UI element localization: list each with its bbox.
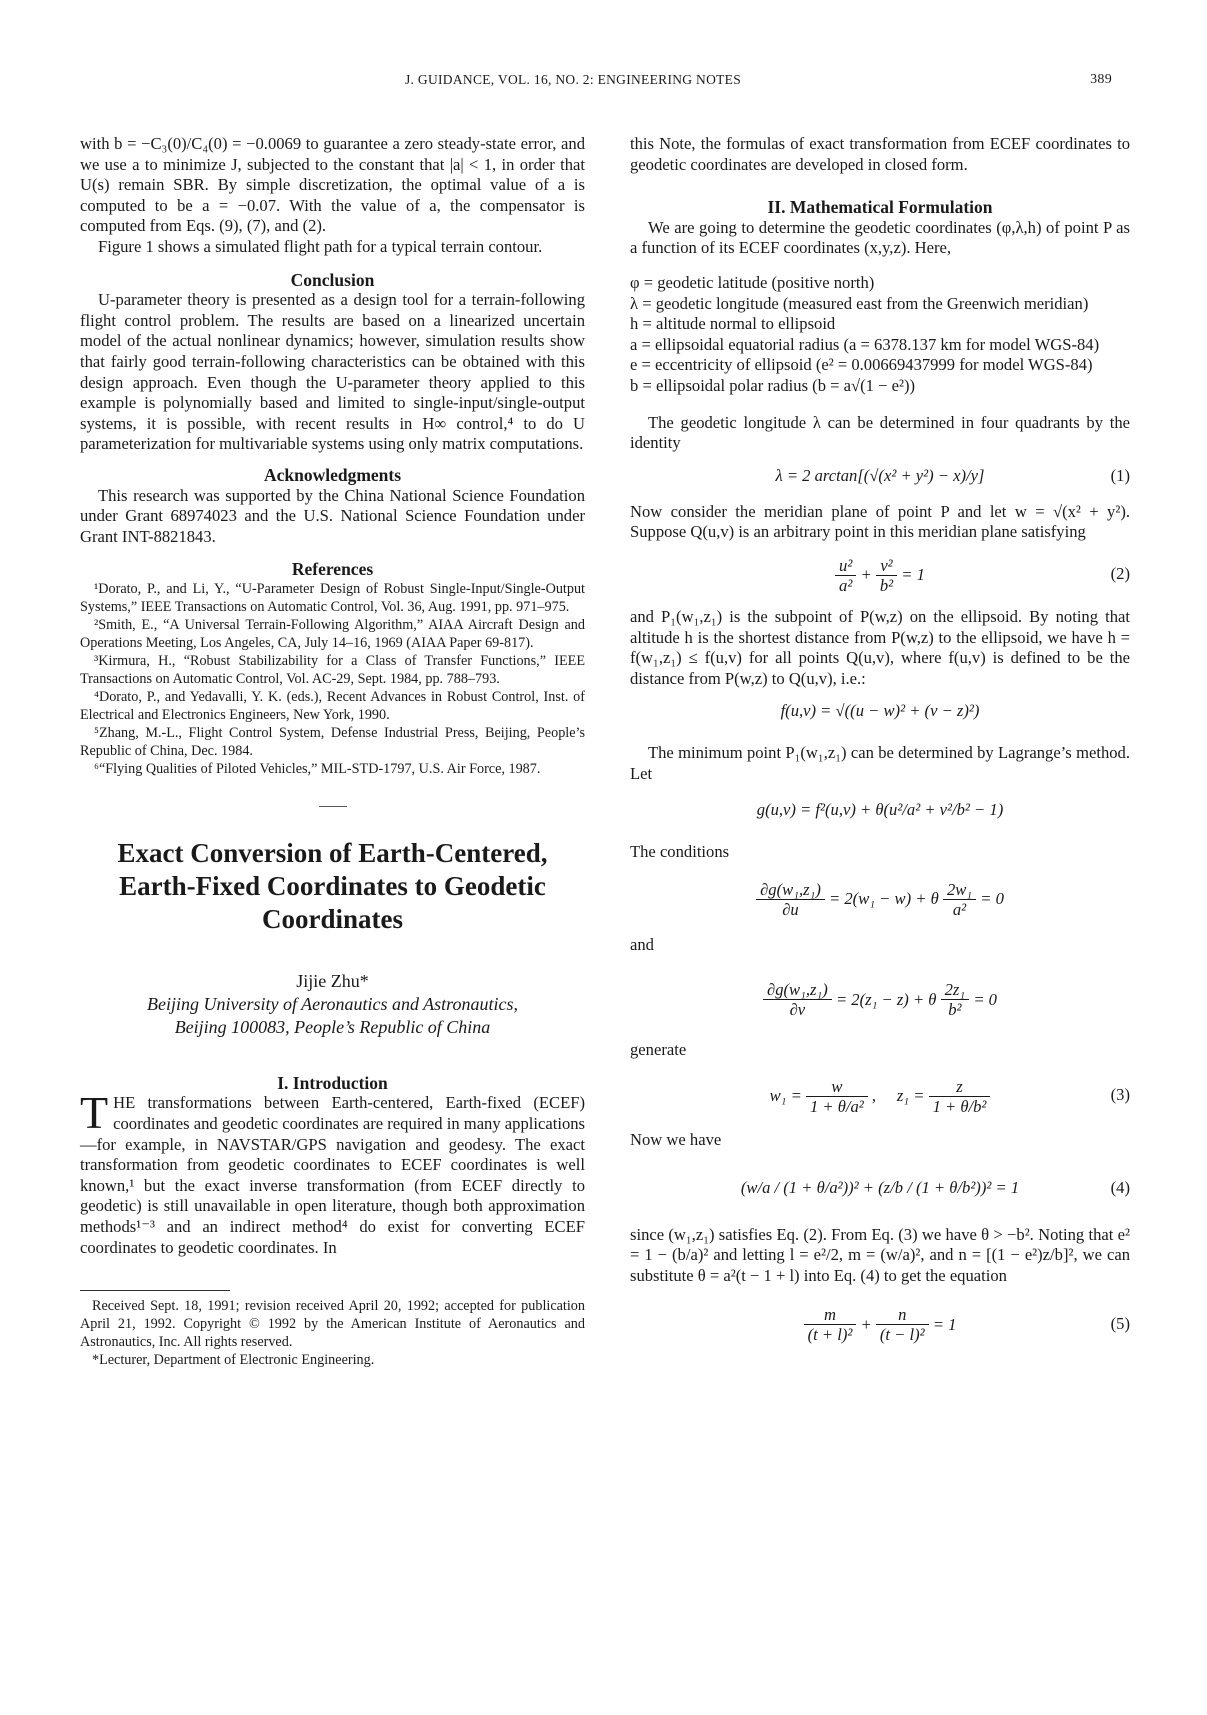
paragraph: This research was supported by the China National Science Foundation under Grant 68974023 and the U.S. National Science Foundation under Grant INT-8821843. <box>80 485 585 546</box>
equation-2: $\frac{\text{u²}}{\text{a²}}$ + $\frac{\text{v²}}{\text{b²}}$ = 1 (2) <box>630 551 1130 597</box>
reference-item: ¹Dorato, P., and Li, Y., “U-Parameter Design of Robust Single-Input/Single-Output Systems,” IEEE Transactions on Automatic Control, Vol. 36, Aug. 1991, pp. 971–975. <box>80 580 585 615</box>
paragraph: generate <box>630 1039 687 1059</box>
paragraph: Now consider the meridian plane of point P and let w = √(x² + y²). Suppose Q(u,v) is an arbitrary point in this meridian plane satisfying <box>630 501 1130 542</box>
equation-body: λ = 2 arctan[(√(x² + y²) − x)/y] <box>775 465 985 485</box>
equation-number: (5) <box>1110 1313 1130 1333</box>
numerator: v² <box>876 556 897 576</box>
reference-item: ⁵Zhang, M.-L., Flight Control System, Defense Industrial Press, Beijing, People’s Republic of China, Dec. 1984. <box>80 724 585 759</box>
section-heading-conclusion: Conclusion <box>290 269 375 290</box>
reference-item: ²Smith, E., “A Universal Terrain-Following Algorithm,” AIAA Aircraft Design and Operations Meeting, Los Angeles, CA, July 14–16, 1969 (AIAA Paper 69-817). <box>80 616 585 651</box>
reference-item: ⁶“Flying Qualities of Piloted Vehicles,” MIL-STD-1797, U.S. Air Force, 1987. <box>94 760 541 777</box>
page-number: 389 <box>1090 72 1112 87</box>
fraction <box>806 1077 868 1116</box>
definition-item: b = ellipsoidal polar radius (b = a√(1 − e²)) <box>630 375 915 395</box>
equation-4 <box>630 1165 1130 1211</box>
equation-number: (4) <box>1110 1177 1130 1197</box>
denominator: ∂u <box>782 899 799 919</box>
equation-term: = 0 <box>980 889 1004 909</box>
numerator: z <box>929 1077 991 1097</box>
equation-body: (w/a / (1 + θ/a²))² + (z/b / (1 + θ/b²))² = 1 <box>740 1177 1020 1197</box>
denominator: a² <box>839 575 853 595</box>
paragraph: Now we have <box>630 1130 722 1150</box>
intro-text: HE transformations between Earth-centered, Earth-fixed (ECEF) coordinates and geodetic coordinates are required in many applications—for example, in NAVSTAR/GPS navigation and geodesy. The exact transformation from geodetic coordinates to ECEF coordinates is well known,¹ but the exact inverse transformation (from ECEF directly to geodetic) is still unavailable in open literature, though both approximation methods¹⁻³ and an indirect method⁴ do exist for converting ECEF coordinates to geodetic coordinates. In <box>80 1093 585 1257</box>
paragraph: The minimum point P₁(w₁,z₁) can be determined by Lagrange’s method. Let <box>630 743 1130 783</box>
paragraph: The geodetic longitude λ can be determined in four quadrants by the identity <box>630 412 1130 453</box>
definition-item: φ = geodetic latitude (positive north) <box>630 272 875 292</box>
denominator: ∂v <box>789 1000 806 1020</box>
author-affiliation-line-2: Beijing 100083, People’s Republic of China <box>174 1016 491 1037</box>
equation-number: (3) <box>1110 1085 1130 1105</box>
paragraph: this Note, the formulas of exact transformation from ECEF coordinates to geodetic coordinates are developed in closed form. <box>630 134 1130 174</box>
definition-item: h = altitude normal to ellipsoid <box>630 314 836 334</box>
section-heading-acknowledgments: Acknowledgments <box>263 464 402 485</box>
paragraph: and P₁(w₁,z₁) is the subpoint of P(w,z) on the ellipsoid. By noting that altitude h is the shortest distance from P(w,z) to the ellipsoid, we have h = f(w₁,z₁) ≤ f(u,v) for all points Q(u,v), where f(u,v) is defined to be the distance from P(w,z) to Q(u,v), i.e.: <box>630 606 1130 688</box>
equation-term: = 2(w₁ − w) + θ <box>829 889 939 909</box>
equation-distance <box>630 701 1130 729</box>
footnotes <box>80 1297 585 1369</box>
numerator: 2w₁ <box>943 880 976 900</box>
numerator: ∂g(w₁,z₁) <box>756 880 825 900</box>
section-heading-references: References <box>291 559 374 580</box>
equation-condition-v <box>630 976 1130 1022</box>
symbol-definitions <box>630 273 1130 397</box>
equation-3: w₁ = $\frac{w}{\text{1 + θ/a²}}$ , z₁ = $\frac{z}{\text{1 + θ/b²}}$ (3) <box>630 1072 1130 1118</box>
equation-term: z₁ = <box>896 1086 925 1106</box>
fraction <box>763 980 832 1019</box>
numerator: m <box>804 1305 857 1325</box>
paragraph: The conditions <box>630 842 730 862</box>
equation-lagrangian <box>630 800 1130 828</box>
fraction <box>929 1077 991 1116</box>
running-head-text: J. GUIDANCE, VOL. 16, NO. 2: ENGINEERING NOTES <box>405 72 742 87</box>
numerator: 2z₁ <box>941 980 970 1000</box>
equation-1 <box>630 466 1130 494</box>
paragraph: We are going to determine the geodetic coordinates (φ,λ,h) of point P as a function of its ECEF coordinates (x,y,z). Here, <box>630 217 1130 258</box>
denominator: (t + l)² <box>807 1325 853 1345</box>
equation-number: (1) <box>1110 465 1130 485</box>
equation-term: w₁ = <box>769 1086 802 1106</box>
section-heading-introduction: I. Introduction <box>277 1072 388 1093</box>
numerator: ∂g(w₁,z₁) <box>763 980 832 1000</box>
denominator: 1 + θ/a² <box>809 1096 864 1116</box>
fraction <box>941 980 970 1019</box>
fraction <box>876 556 897 595</box>
article-title: Exact Conversion of Earth-Centered, Earth-Fixed Coordinates to Geodetic Coordinates <box>117 837 548 934</box>
numerator: n <box>876 1305 929 1325</box>
left-column <box>80 134 585 1369</box>
equation-term: = 2(z₁ − z) + θ <box>835 989 937 1009</box>
definition-item: a = ellipsoidal equatorial radius (a = 6378.137 km for model WGS-84) <box>630 334 1100 354</box>
intro-paragraph <box>80 1087 585 1258</box>
definition-item: λ = geodetic longitude (measured east from the Greenwich meridian) <box>630 293 1089 313</box>
denominator: 1 + θ/b² <box>932 1096 987 1116</box>
equation-term: = 1 <box>932 1314 957 1334</box>
author-affiliation-line-1: Beijing University of Aeronautics and Astronautics, <box>147 993 518 1014</box>
equation-body: f(u,v) = √((u − w)² + (v − z)²) <box>780 701 980 721</box>
running-header <box>0 72 1207 92</box>
equation-rhs: = 1 <box>901 565 925 585</box>
paragraph: and <box>630 935 654 955</box>
definition-item: e = eccentricity of ellipsoid (e² = 0.00669437999 for model WGS-84) <box>630 355 1093 375</box>
fraction <box>943 880 976 919</box>
footnote-received: Received Sept. 18, 1991; revision received April 20, 1992; accepted for publication April 21, 1992. Copyright © 1992 by the American Institute of Aeronautics and Astronautics, Inc. All rights reserved. <box>80 1298 585 1351</box>
fraction <box>876 1305 929 1344</box>
numerator: w <box>806 1077 868 1097</box>
right-column <box>630 134 1130 1347</box>
equation-term: = 0 <box>973 989 997 1009</box>
footnote-rule <box>80 1290 230 1291</box>
reference-item: ³Kirmura, H., “Robust Stabilizability for a Class of Transfer Functions,” IEEE Transactions on Automatic Control, Vol. AC-29, Sept. 1984, pp. 788–793. <box>80 652 585 687</box>
denominator: (t − l)² <box>879 1325 925 1345</box>
author-name: Jijie Zhu* <box>296 970 369 991</box>
denominator: b² <box>879 575 894 595</box>
paragraph: U-parameter theory is presented as a design tool for a terrain-following flight control problem. The results are based on a linearized uncertain model of the actual nonlinear dynamics; however, simulation results show that fairly good terrain-following characteristics can be obtained with this design approach. Even though the U-parameter theory applied to this example is polynomially based and limited to single-input/single-output systems, it is possible, with recent results in H∞ control,⁴ to do U parameterization for multivariable systems using only matrix computations. <box>80 290 585 454</box>
fraction <box>835 556 856 595</box>
equation-body: g(u,v) = f²(u,v) + θ(u²/a² + v²/b² − 1) <box>756 800 1004 820</box>
fraction <box>804 1305 857 1344</box>
fraction <box>756 880 825 919</box>
denominator: a² <box>952 899 967 919</box>
equation-number: (2) <box>1110 563 1130 583</box>
numerator: u² <box>835 556 856 576</box>
denominator: b² <box>948 1000 962 1020</box>
paragraph: Figure 1 shows a simulated flight path for a typical terrain contour. <box>98 236 543 256</box>
equation-5: $\frac{m}{\text{(t + l)²}}$ + $\frac{n}{\text{(t − l)²}}$ = 1 (5) <box>630 1301 1130 1347</box>
equation-condition-u <box>630 875 1130 921</box>
footnote-author: *Lecturer, Department of Electronic Engineering. <box>92 1352 375 1369</box>
reference-list <box>80 580 585 778</box>
section-heading-mathematical-formulation: II. Mathematical Formulation <box>767 197 993 218</box>
paragraph: since (w₁,z₁) satisfies Eq. (2). From Eq. (3) we have θ > −b². Noting that e² = 1 − (b/a)² and letting l = e²/2, m = (w/a)², and n = [(1 − e²)z/b]², we can substitute θ = a²(t − 1 + l) into Eq. (4) to get the equation <box>630 1224 1130 1286</box>
drop-cap: T <box>80 1087 109 1139</box>
paragraph: with b = −C₃(0)/C₄(0) = −0.0069 to guarantee a zero steady-state error, and we use a to minimize J, subjected to the constant that |a| < 1, in order that U(s) remain SBR. By simple discretization, the optimal value of a is computed to be a = −0.07. With the value of a, the compensator is computed from Eqs. (9), (7), and (2). <box>80 134 585 236</box>
reference-item: ⁴Dorato, P., and Yedavalli, Y. K. (eds.), Recent Advances in Robust Control, Inst. of Electrical and Electronics Engineers, New York, 1990. <box>80 688 585 723</box>
